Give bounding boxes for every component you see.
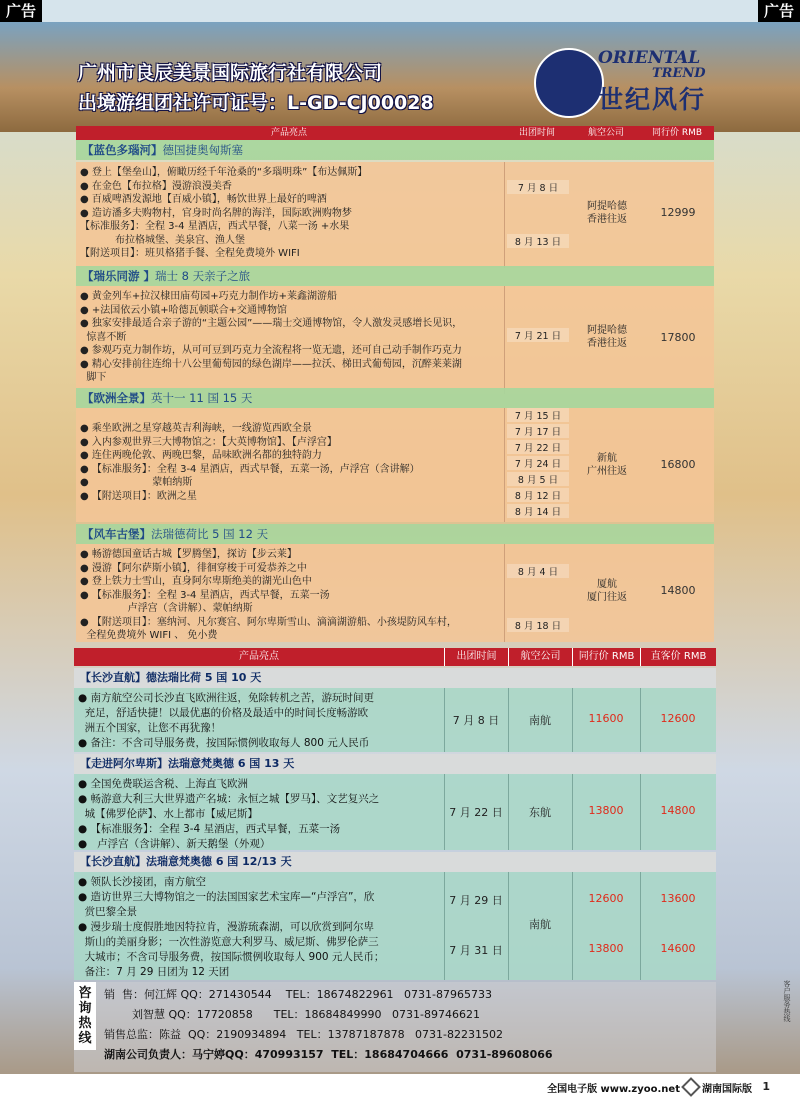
- tour-price: 17800: [660, 331, 696, 344]
- col-date: 出团时间: [444, 648, 508, 666]
- peer-price: 11600: [588, 712, 624, 725]
- tour-title: 【长沙直航】法瑞意梵奥德 6 国 12/13 天: [74, 852, 716, 872]
- col-highlights: 产品亮点: [270, 128, 307, 138]
- logo-en-line2: TREND: [652, 66, 706, 81]
- tour-body: [76, 544, 714, 642]
- top-bar: [0, 0, 800, 22]
- col-peer-price: 同行价 RMB: [572, 648, 640, 666]
- table-header: [76, 126, 714, 140]
- logo-cn: 世纪风行: [598, 85, 707, 114]
- logo-en-line1: ORIENTAL: [598, 48, 701, 68]
- tour-description: ● 领队长沙接团，南方航空 ● 造访世界三大博物馆之一的法国国家艺术宝库—“卢浮宫”，欣 赏巴黎全景 ● 漫步瑞士度假胜地因特拉肯，漫游琉森湖，可以欣赏到阿尔卑 斯山的美丽身影；一次性游览意大利罗马、威尼斯、佛罗伦萨三 大城市；不含司导服务费，按国际惯例收取每人 900 元人民币； 备注：7 月 29 日团为 12 天团: [78, 876, 385, 978]
- contact-row: 销售总监：陈益 QQ：2190934894 TEL：13787187878 0731-82231502: [104, 1028, 504, 1041]
- tour-date: 7 月 29 日: [449, 894, 503, 907]
- tour-body: [74, 688, 716, 752]
- contact-panel: [74, 982, 716, 1072]
- tour-body: [76, 162, 714, 268]
- tour-price: 12999: [660, 206, 696, 219]
- table-header: [74, 648, 716, 666]
- ad-tab-left: 广告: [0, 0, 42, 22]
- ad-tab-right: 广告: [758, 0, 800, 22]
- tour-airline: 厦航 厦门往返: [587, 579, 627, 603]
- footer-text: 全国电子版 www.zyoo.net 湖南国际版: [547, 1080, 752, 1095]
- tour-item: [76, 266, 714, 398]
- tour-airline: 东航: [529, 806, 551, 819]
- tour-description: ● 黄金列车+拉汉棣田庙苟园+巧克力制作坊+莱鑫湖游船 ● +法国依云小镇+哈德瓦顿联合+交通博物馆 ● 独家安排最适合亲子游的“主题公园”——瑞士交通博物馆，令人激发灵感增长见识， 惊喜不断 ● 参观巧克力制作坊，从可可豆到巧克力全流程将一览无遗，还可自己动手制作巧克力 ● 精心安排前往连绵十八公里葡萄园的绿色湖岸——拉沃、梯田式葡萄园，沉醉莱莱湖 脚下: [80, 291, 463, 383]
- tour-body: [76, 286, 714, 394]
- tour-title: 【风车古堡】法瑞德荷比 5 国 12 天: [76, 524, 714, 544]
- page-number: 1: [762, 1080, 770, 1093]
- tour-body: [74, 774, 716, 850]
- globe-icon: [534, 48, 604, 118]
- tour-body: [74, 872, 716, 980]
- brand-logo: [534, 48, 724, 114]
- tour-dates: 7 月 21 日: [504, 286, 573, 394]
- tour-item: [76, 388, 714, 524]
- tour-table-1: [76, 126, 714, 641]
- peer-price: 13800: [588, 942, 624, 955]
- direct-price: 12600: [660, 712, 696, 725]
- tour-item: [76, 524, 714, 642]
- tour-description: ● 南方航空公司长沙直飞欧洲往返，免除转机之苦，游玩时间更 充足，舒适快捷！以最优惠的价格及最适中的时间长度畅游欧 洲五个国家，让您不再犹豫！ ● 备注：不含司导服务费，按国际惯例收取每人 800 元人民币: [78, 692, 374, 749]
- footer: [0, 1074, 800, 1100]
- tour-title: 【走进阿尔卑斯】法瑞意梵奥德 6 国 13 天: [74, 754, 716, 774]
- contact-row: 刘智慧 QQ：17720858 TEL：18684849990 0731-89746621: [104, 1008, 480, 1021]
- contact-row: 湖南公司负责人：马宁婷QQ：470993157 TEL：18684704666 0731-89608066: [104, 1048, 553, 1061]
- tour-item: [74, 754, 716, 852]
- tour-description: ● 登上【堡垒山】，俯瞰历经千年沧桑的“多瑙明珠”【布达佩斯】 ● 在金色【布拉格】漫游浪漫美香 ● 百威啤酒发源地【百威小镇】，畅饮世界上最好的啤酒 ● 造访潘多夫购物村，官身时尚名牌的海洋，国际欧洲购物梦 【标准服务】：全程 3-4 星酒店，西式早餐，八菜一汤 +水果 布拉格城堡、美泉宫、渔人堡 【附送项目】：班贝格猪手餐、全程免费境外 WIFI: [80, 167, 368, 259]
- tour-item: [74, 668, 716, 754]
- tour-date: 7 月 8 日: [452, 714, 500, 727]
- tour-airline: 阿提哈德 香港往返: [587, 201, 627, 225]
- tour-airline: 新航 广州往返: [587, 453, 627, 477]
- peer-price: 13800: [588, 804, 624, 817]
- col-airline: 航空公司: [508, 648, 572, 666]
- diamond-icon: [681, 1077, 701, 1097]
- tour-body: [76, 408, 714, 522]
- tour-title: 【蓝色多瑙河】德国捷奥匈斯塞: [76, 140, 714, 160]
- peer-price: 12600: [588, 892, 624, 905]
- tour-price: 14800: [660, 584, 696, 597]
- tour-price: 16800: [660, 458, 696, 471]
- tour-date: 7 月 22 日: [449, 806, 503, 819]
- direct-price: 14800: [660, 804, 696, 817]
- tour-title: 【瑞乐同游 】瑞士 8 天亲子之旅: [76, 266, 714, 286]
- tour-dates: 8 月 4 日 8 月 18 日: [504, 544, 573, 642]
- tour-item: [74, 852, 716, 982]
- direct-price: 13600: [660, 892, 696, 905]
- tour-dates: 7 月 15 日 7 月 17 日 7 月 22 日 7 月 24 日 8 月 5 日 8 月 12 日 8 月 14 日: [504, 408, 573, 522]
- company-name: 广州市良辰美景国际旅行社有限公司: [78, 62, 383, 84]
- contact-row: 销 售：何江辉 QQ：271430544 TEL：18674822961 0731-87965733: [104, 988, 493, 1001]
- tour-airline: 南航: [529, 714, 551, 727]
- tour-title: 【长沙直航】德法瑞比荷 5 国 10 天: [74, 668, 716, 688]
- tour-table-2: [74, 648, 716, 978]
- col-highlights: 产品亮点: [239, 651, 279, 662]
- tour-description: ● 畅游德国童话古城【罗腾堡】，探访【步云莱】 ● 漫游【阿尔萨斯小镇】，徘徊穿梭于可爱恭养之中 ● 登上铁力士雪山，直身阿尔卑斯绝美的湖光山色中 ● 【标准服务】：全程 3-4 星酒店，西式早餐，五菜一汤 卢浮宫（含讲解）、蒙帕纳斯 ● 【附送项目】：塞纳河、凡尔赛宫、阿尔卑斯雪山、滴滴湖游船、小孩堤防风车村， 全程免费境外 WIFI 、 免小费: [80, 549, 457, 641]
- tour-title: 【欧洲全景】英十一 11 国 15 天: [76, 388, 714, 408]
- tour-item: [76, 140, 714, 268]
- col-direct-price: 直客价 RMB: [640, 648, 716, 666]
- tour-airline: 南航: [529, 918, 551, 931]
- tour-date: 7 月 31 日: [449, 944, 503, 957]
- tour-airline: 阿提哈德 香港往返: [587, 325, 627, 349]
- side-note: 客户服务热线: [783, 980, 791, 1022]
- consult-hotline-label: 咨询热线: [74, 982, 96, 1050]
- col-date: 出团时间: [518, 128, 555, 138]
- license-number: 出境游组团社许可证号：L-GD-CJ00028: [78, 92, 434, 114]
- tour-description: ● 全国免费联运含税、上海直飞欧洲 ● 畅游意大利三大世界遗产名城：永恒之城【罗马】、文艺复兴之 城【佛罗伦萨】、水上都市【威尼斯】 ● 【标准服务】：全程 3-4 星酒店，西式早餐，五菜一汤 ● 卢浮宫（含讲解）、新天鹅堡（外观）: [78, 778, 380, 850]
- col-peer-price: 同行价 RMB: [651, 128, 703, 138]
- col-airline: 航空公司: [587, 128, 624, 138]
- direct-price: 14600: [660, 942, 696, 955]
- tour-dates: 7 月 8 日 8 月 13 日: [504, 162, 573, 268]
- tour-description: ● 乘坐欧洲之星穿越英吉利海峡，一线游览西欧全景 ● 入内参观世界三大博物馆之：【大英博物馆】、【卢浮宫】 ● 连住两晚伦敦、两晚巴黎，品味欧洲名都的独特韵力 ● 【标准服务】：全程 3-4 星酒店，西式早餐，五菜一汤，卢浮宫（含讲解） ● 蒙帕纳斯 ● 【附送项目】：欧洲之星: [80, 423, 420, 502]
